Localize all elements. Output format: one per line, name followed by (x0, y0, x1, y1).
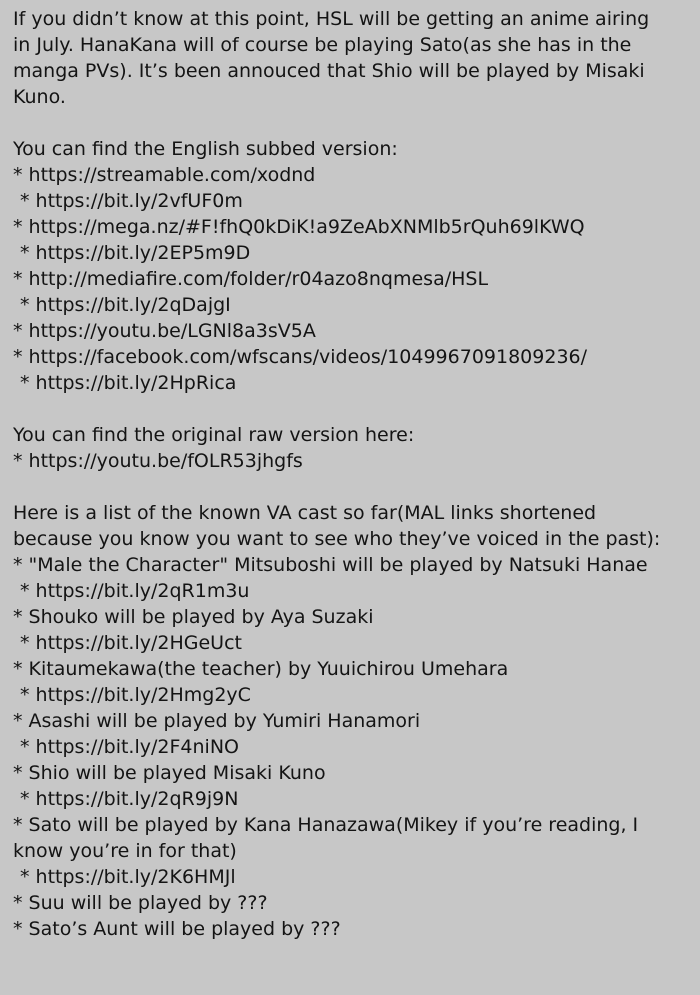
cast-entry: * Asashi will be played by Yumiri Hanamori (13, 710, 421, 732)
cast-entry: * Shio will be played Misaki Kuno (13, 762, 326, 784)
subbed-link-short: * https://bit.ly/2EP5m9D (20, 242, 251, 264)
raw-link: * https://youtu.be/fOLR53jhgfs (13, 450, 303, 472)
subbed-link: * http://mediafire.com/folder/r04azo8nqmesa/HSL (13, 268, 489, 290)
cast-heading: because you know you want to see who they’ve voiced in the past): (13, 528, 661, 550)
cast-link: * https://bit.ly/2qR1m3u (20, 580, 250, 602)
cast-link: * https://bit.ly/2Hmg2yC (20, 684, 251, 706)
subbed-section (13, 136, 692, 396)
cast-entry: * Sato’s Aunt will be played by ??? (13, 918, 341, 940)
cast-entry: * "Male the Character" Mitsuboshi will be played by Natsuki Hanae (13, 554, 648, 576)
subbed-link-short: * https://bit.ly/2qDajgI (20, 294, 231, 316)
subbed-link: * https://facebook.com/wfscans/videos/1049967091809236/ (13, 346, 588, 368)
intro-paragraph (13, 6, 692, 110)
cast-link: * https://bit.ly/2K6HMJl (20, 866, 236, 888)
paragraph-gap (13, 110, 692, 136)
intro-line: If you didn’t know at this point, HSL will be getting an anime airing (13, 8, 650, 30)
subbed-link: * https://streamable.com/xodnd (13, 164, 316, 186)
raw-heading: You can find the original raw version here: (13, 424, 415, 446)
intro-line: Kuno. (13, 86, 66, 108)
subbed-link-short: * https://bit.ly/2vfUF0m (20, 190, 243, 212)
cast-heading: Here is a list of the known VA cast so far(MAL links shortened (13, 502, 597, 524)
cast-entry: * Kitaumekawa(the teacher) by Yuuichirou Umehara (13, 658, 509, 680)
subbed-heading: You can find the English subbed version: (13, 138, 398, 160)
intro-line: in July. HanaKana will of course be playing Sato(as she has in the (13, 34, 632, 56)
subbed-link-short: * https://bit.ly/2HpRica (20, 372, 237, 394)
raw-section (13, 422, 692, 474)
cast-entry-continued: know you’re in for that) (13, 840, 237, 862)
cast-entry: * Sato will be played by Kana Hanazawa(Mikey if you’re reading, I (13, 814, 639, 836)
cast-link: * https://bit.ly/2HGeUct (20, 632, 242, 654)
intro-line: manga PVs). It’s been annouced that Shio will be played by Misaki (13, 60, 645, 82)
cast-entry: * Shouko will be played by Aya Suzaki (13, 606, 374, 628)
paragraph-gap (13, 396, 692, 422)
paragraph-gap (13, 474, 692, 500)
cast-entry: * Suu will be played by ??? (13, 892, 268, 914)
cast-section (13, 500, 692, 942)
subbed-link: * https://youtu.be/LGNl8a3sV5A (13, 320, 316, 342)
cast-link: * https://bit.ly/2qR9j9N (20, 788, 239, 810)
cast-link: * https://bit.ly/2F4niNO (20, 736, 239, 758)
subbed-link: * https://mega.nz/#F!fhQ0kDiK!a9ZeAbXNMlb5rQuh69lKWQ (13, 216, 585, 238)
